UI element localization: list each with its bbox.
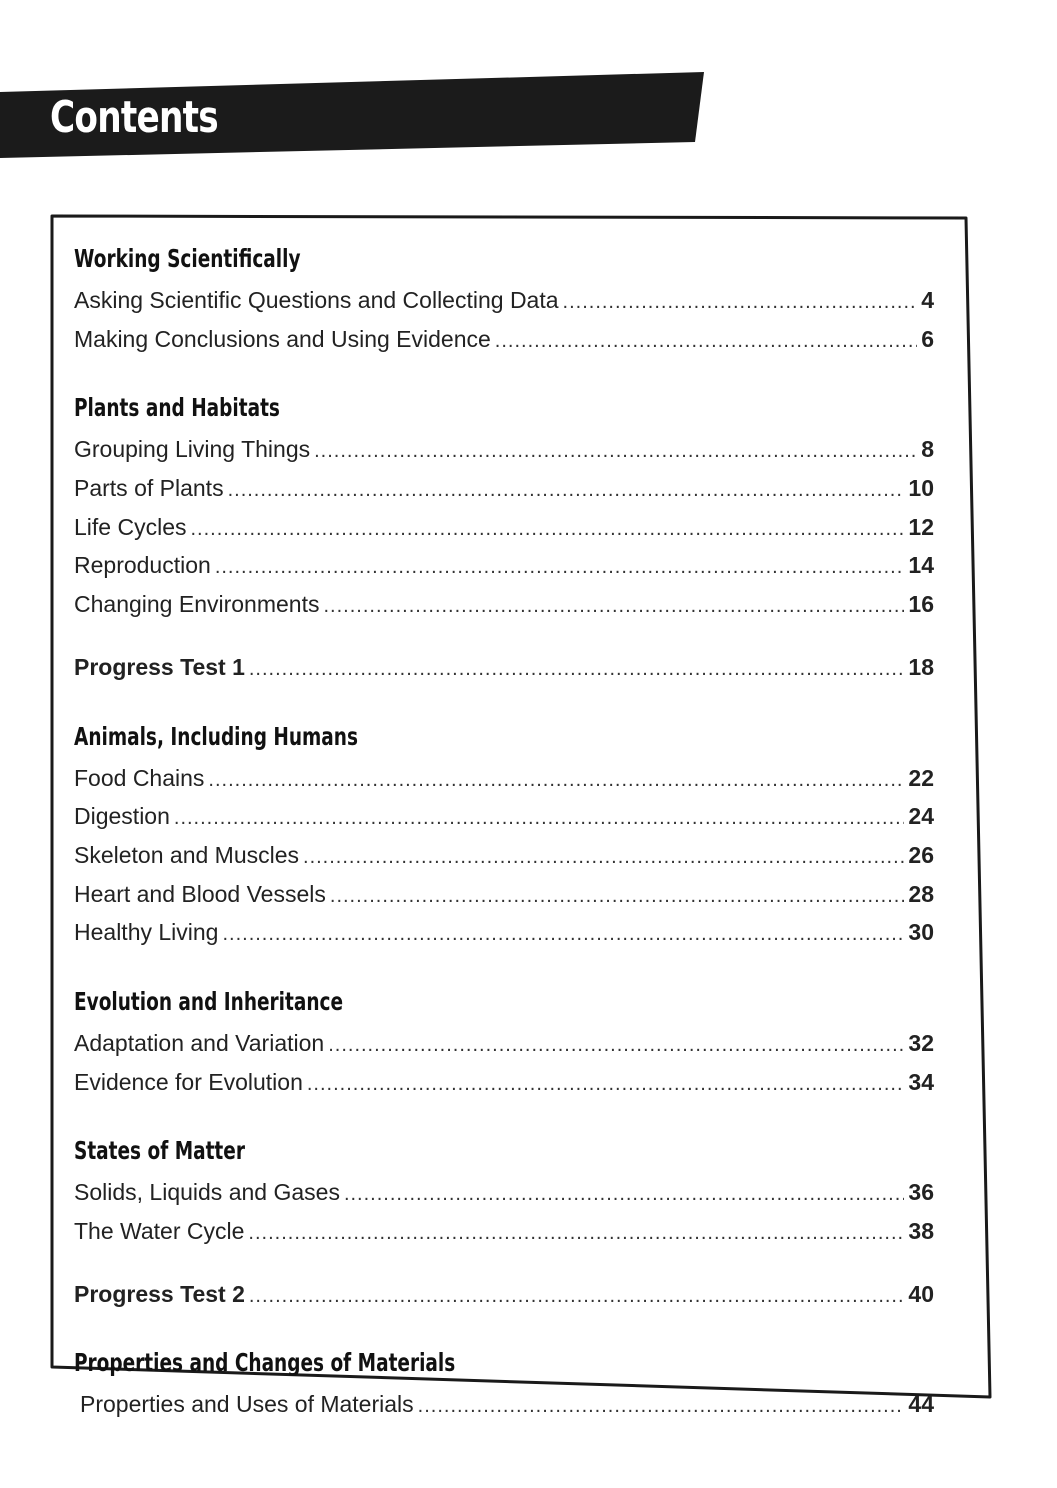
toc-section <box>74 1275 934 1314</box>
entry-title: Healthy Living <box>74 919 219 946</box>
page-number: 38 <box>908 1218 934 1244</box>
dot-leader <box>418 1387 905 1426</box>
toc-entry[interactable] <box>74 320 934 359</box>
toc-entry[interactable] <box>74 913 934 952</box>
dot-leader <box>249 1277 905 1316</box>
toc-entry[interactable] <box>74 1063 934 1102</box>
page-number: 28 <box>908 880 934 907</box>
entry-title: Grouping Living Things <box>74 436 311 463</box>
section-heading: Animals, Including Humans <box>74 721 358 751</box>
page-number: 16 <box>908 591 934 618</box>
toc-entry[interactable] <box>74 797 934 836</box>
table-of-contents <box>74 237 934 1424</box>
dot-leader <box>249 650 905 689</box>
page-number: 4 <box>921 287 934 313</box>
entry-title: Making Conclusions and Using Evidence <box>74 325 491 352</box>
entry-title: Adaptation and Variation <box>74 1029 325 1056</box>
toc-entry[interactable] <box>74 836 934 875</box>
page-number: 34 <box>908 1068 934 1095</box>
section-heading: Working Scientifically <box>74 244 301 273</box>
entry-title: Properties and Uses of Materials <box>80 1391 414 1418</box>
entry-title: Skeleton and Muscles <box>74 841 300 868</box>
toc-entry[interactable] <box>74 1024 934 1063</box>
entry-title: Digestion <box>74 803 170 830</box>
page-number: 44 <box>908 1391 934 1418</box>
entry-title: Reproduction <box>74 552 211 579</box>
entry-title: Life Cycles <box>74 513 187 540</box>
page-title: Contents <box>50 92 218 143</box>
dot-leader <box>495 322 917 361</box>
dot-leader <box>323 587 904 626</box>
toc-entry[interactable] <box>74 648 934 687</box>
page-number: 26 <box>908 841 934 868</box>
dot-leader <box>314 432 917 471</box>
page-number: 40 <box>908 1280 934 1307</box>
toc-entry[interactable] <box>74 508 934 547</box>
toc-entry[interactable] <box>74 1385 934 1424</box>
toc-entry[interactable] <box>74 759 934 798</box>
dot-leader <box>215 548 905 587</box>
page-number: 10 <box>908 475 934 502</box>
toc-entry[interactable] <box>74 281 934 320</box>
entry-title: Changing Environments <box>74 591 320 618</box>
dot-leader <box>228 471 905 510</box>
toc-entry[interactable] <box>74 1275 934 1314</box>
toc-entry[interactable] <box>74 875 934 914</box>
page-number: 8 <box>921 436 934 463</box>
dot-leader <box>248 1214 904 1253</box>
page-number: 6 <box>921 325 934 352</box>
toc-section <box>74 237 934 358</box>
entry-title: Heart and Blood Vessels <box>74 880 326 907</box>
toc-entry[interactable] <box>74 430 934 469</box>
toc-section <box>74 1341 934 1424</box>
toc-section <box>74 648 934 687</box>
dot-leader <box>328 1026 904 1065</box>
dot-leader <box>208 761 904 800</box>
section-heading: Evolution and Inheritance <box>74 986 344 1016</box>
section-heading: States of Matter <box>74 1136 245 1166</box>
page-number: 32 <box>908 1029 934 1056</box>
page-number: 24 <box>908 803 934 830</box>
page-number: 36 <box>908 1179 934 1206</box>
toc-section <box>74 715 934 952</box>
page-number: 12 <box>908 513 934 540</box>
toc-entry[interactable] <box>74 1173 934 1212</box>
page-number: 22 <box>908 764 934 791</box>
page-number: 30 <box>908 919 934 946</box>
toc-entry[interactable] <box>74 546 934 585</box>
toc-section <box>74 386 934 623</box>
dot-leader <box>344 1175 904 1214</box>
dot-leader <box>190 510 904 549</box>
section-heading: Properties and Changes of Materials <box>74 1348 456 1378</box>
dot-leader <box>303 838 904 877</box>
entry-title: Parts of Plants <box>74 475 224 502</box>
entry-title: Solids, Liquids and Gases <box>74 1179 340 1206</box>
dot-leader <box>222 915 904 954</box>
toc-entry[interactable] <box>74 585 934 624</box>
section-heading: Plants and Habitats <box>74 393 280 423</box>
entry-title: Asking Scientific Questions and Collecting Data <box>74 287 559 313</box>
entry-title: Food Chains <box>74 764 205 791</box>
entry-title: Evidence for Evolution <box>74 1068 303 1095</box>
page-number: 18 <box>908 653 934 680</box>
dot-leader <box>174 799 905 838</box>
entry-title: Progress Test 1 <box>74 653 245 680</box>
dot-leader <box>330 877 905 916</box>
dot-leader <box>307 1065 905 1104</box>
dot-leader <box>563 283 918 322</box>
page-number: 14 <box>908 552 934 579</box>
toc-section <box>74 980 934 1101</box>
toc-entry[interactable] <box>74 1212 934 1251</box>
toc-entry[interactable] <box>74 469 934 508</box>
toc-section <box>74 1129 934 1250</box>
entry-title: The Water Cycle <box>74 1218 245 1244</box>
entry-title: Progress Test 2 <box>74 1280 245 1307</box>
